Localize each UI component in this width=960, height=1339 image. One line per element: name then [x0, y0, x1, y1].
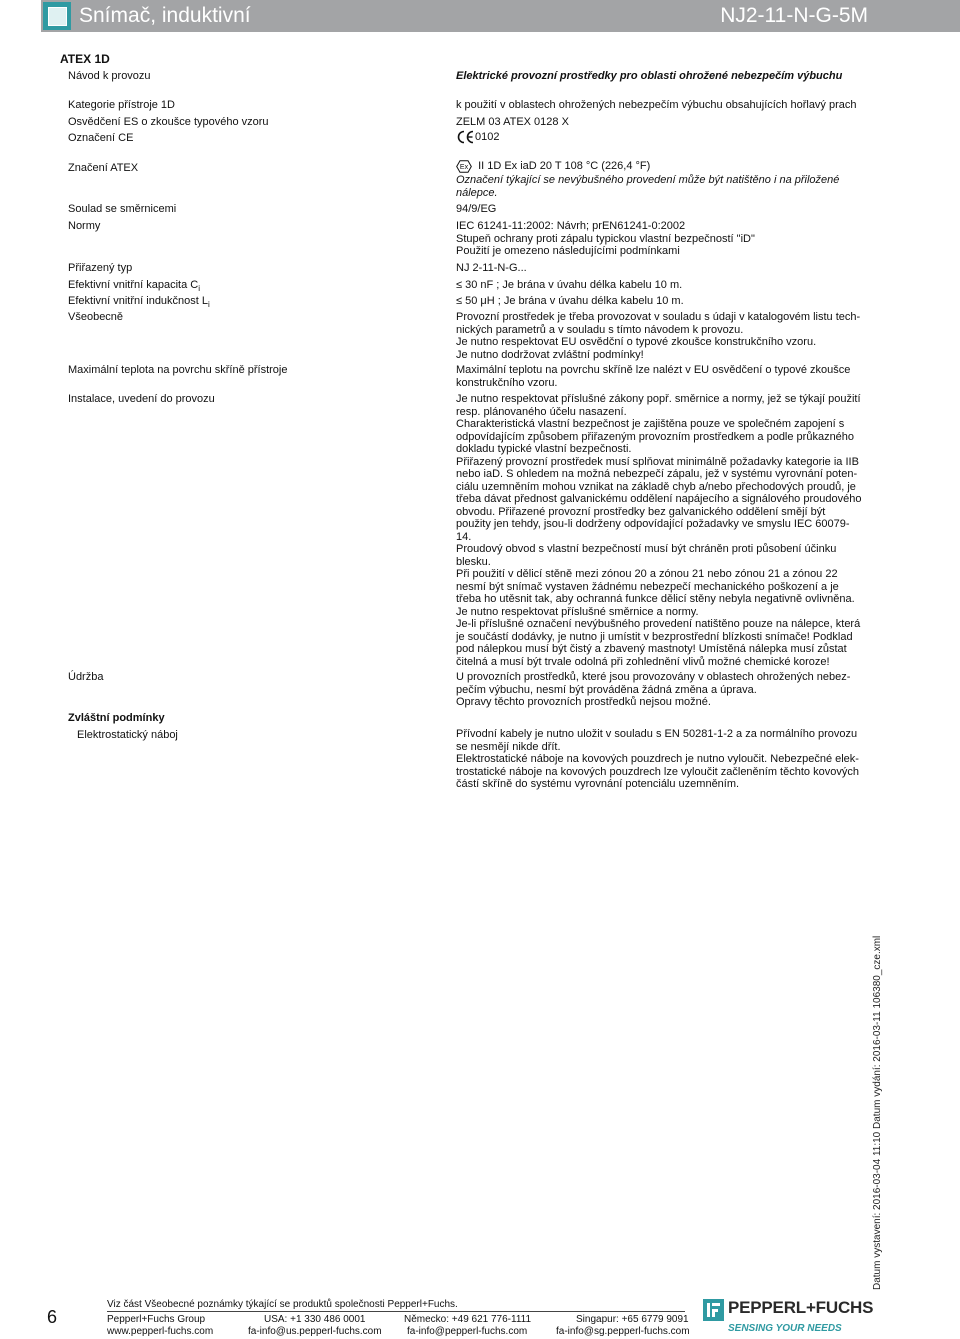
footer-contact-group: Pepperl+Fuchs Group [107, 1314, 206, 1325]
normy-line: IEC 61241-11:2002: Návrh; prEN61241-0:2002 [456, 220, 686, 232]
logo-wordmark: PEPPERL+FUCHS [728, 1298, 874, 1317]
footer-email-germany[interactable]: fa-info@pepperl-fuchs.com [407, 1326, 528, 1337]
footer-email-usa[interactable]: fa-info@us.pepperl-fuchs.com [248, 1326, 382, 1337]
ex-hexagon-icon [456, 160, 472, 173]
instalace-line: pod nálepkou musí být čistý a zbavený mastnoty! Umístěná nálepka musí zůstat [456, 643, 847, 655]
label-osvedceni: Osvědčení ES o zkoušce typového vzoru [68, 116, 269, 128]
naboj-line: Elektrostatické náboje na kovových pouzdrech je nutno vyloučit. Nebezpečné elek- [456, 753, 859, 765]
label-udrzba: Údržba [68, 671, 104, 683]
footer-contact-singapore: Singapur: +65 6779 9091 [576, 1314, 689, 1325]
value-normy [456, 220, 755, 258]
indukcnost-subscript: i [208, 300, 210, 310]
kapacita-subscript: i [198, 284, 201, 294]
label-ce: Označení CE [68, 132, 134, 144]
footer-note: Viz část Všeobecné poznámky týkající se produktů společnosti Pepperl+Fuchs. [107, 1299, 458, 1310]
label-instalace: Instalace, uvedení do provozu [68, 393, 215, 405]
instalace-line: je součástí dodávky, je nutno ji umístit v bezprostřední blízkosti snímače! Podklad [456, 630, 853, 643]
label-typ: Přiřazený typ [68, 262, 133, 274]
atex-note-line: nálepce. [456, 186, 498, 199]
value-typ: NJ 2-11-N-G... [456, 262, 527, 274]
udrzba-line: Opravy těchto provozních prostředků nejsou možné. [456, 696, 711, 708]
instalace-line: ciálu uzemněním mohou vznikat na základě chyb a/nebo přechodových proudů, je [456, 480, 856, 493]
vseobecne-line: nických parametrů a v souladu s tímto návodem k provozu. [456, 323, 744, 336]
vseobecne-line: Provozní prostředek je třeba provozovat v souladu s údaji v katalogovém listu tech- [456, 311, 861, 323]
instalace-line: nebo iaD. S ohledem na možná nebezpečí zápalu, jež v systému vyrovnání poten- [456, 468, 858, 480]
instalace-line: třeba ho utěsnit tak, aby ochranná funkce dělicí stěny nebyla negativně ovlivněna. [456, 593, 855, 605]
podminky-line: se nesmějí nikde dřít. [456, 740, 561, 753]
instalace-line: třeba dávat přednost galvanickému oddělení napájecího a signálového proudového [456, 493, 862, 505]
page-title: Snímač, induktivní [79, 4, 251, 27]
instalace-line: Charakteristická vlastní bezpečnost je zajištěna pouze ve společném zapojení s [456, 418, 845, 430]
label-atex: Značení ATEX [68, 162, 139, 174]
product-code: NJ2-11-N-G-5M [720, 4, 868, 27]
value-teplota [456, 364, 850, 389]
footer-contact-usa: USA: +1 330 486 0001 [264, 1314, 366, 1325]
instalace-line: Je-li příslušné označení nevýbušného provedení natištěno pouze na nálepce, která [456, 618, 861, 630]
normy-line: Stupeň ochrany proti zápalu typickou vlastní bezpečností "iD" [456, 232, 755, 245]
value-atex [456, 160, 650, 173]
instalace-line: dokladu typické vlastní bezpečnosti. [456, 443, 632, 455]
value-udrzba [456, 671, 850, 709]
instalace-line: Je nutno respektovat příslušné směrnice a normy. [456, 605, 699, 618]
le-symbol-icon: ≤ [456, 295, 463, 307]
podminky-line: Přívodní kabely je nutno uložit v souladu s EN 50281-1-2 a za normálního provozu [456, 728, 858, 740]
instalace-line: použity jen tehdy, jsou-li dodrženy odpovídající požadavky ve smyslu IEC 60079- [456, 518, 850, 530]
instalace-line: čitelná a musí být trvale odolná při zohlednění vlivů možné chemické koroze! [456, 655, 830, 668]
footer-divider [107, 1311, 685, 1312]
vseobecne-line: Je nutno dodržovat zvláštní podmínky! [456, 348, 644, 361]
instalace-line: Přiřazený provozní prostředek musí splňovat minimálně požadavky kategorie ia IIB [456, 455, 859, 468]
udrzba-line: U provozních prostředků, které jsou provozovány v oblastech ohrožených nebez- [456, 671, 851, 683]
header-square-icon [43, 2, 71, 30]
footer-contact-germany: Německo: +49 621 776-1111 [404, 1314, 532, 1325]
label-soulad: Soulad se směrnicemi [68, 203, 177, 215]
instalace-line: Při použití v dělicí stěně mezi zónou 20 a zónou 21 nebo zónou 21 a zónou 22 [456, 568, 838, 580]
side-issue-dates: Datum vystavení: 2016-03-04 11:10 Datum vydání: 2016-03-11 106380_cze.xml [872, 935, 883, 1290]
label-indukcnost [68, 295, 210, 312]
indukcnost-value-text: 50 μH ; Je brána v úvahu délka kabelu 10 m. [465, 295, 684, 307]
atex-marking: II 1D Ex iaD 20 T 108 °C (226,4 °F) [478, 160, 651, 173]
atex-note [456, 174, 839, 199]
instalace-line: obvodu. Přiřazené provozní prostředky bez galvanického oddělení smějí být [456, 505, 826, 518]
label-podminky: Zvláštní podmínky [68, 712, 165, 724]
svg-text:Ex: Ex [459, 164, 469, 172]
instalace-line: nesmí být snímač vystaven žádnému nebezpečí mechanického poškození a je [456, 580, 839, 593]
instalace-line: Je nutno respektovat příslušné zákony popř. směrnice a normy, jež se týkají použití [456, 393, 861, 405]
label-teplota: Maximální teplota na povrchu skříně přístroje [68, 364, 288, 376]
instalace-line: 14. [456, 530, 472, 543]
label-navod: Návod k provozu [68, 70, 151, 82]
value-instalace [456, 393, 861, 668]
vseobecne-line: Je nutno respektovat EU osvědční o typové zkoušce konstrukčního vzoru. [456, 336, 817, 348]
naboj-line: částí skříně do systému vyrovnání potenciálu uzemněním. [456, 778, 740, 790]
label-normy: Normy [68, 220, 101, 232]
value-kategorie: k použití v oblastech ohrožených nebezpečím výbuchu obsahujících hořlavý prach [456, 99, 857, 111]
label-kategorie: Kategorie přístroje 1D [68, 99, 175, 111]
ce-number: 0102 [475, 130, 500, 143]
le-symbol-icon: ≤ [456, 279, 463, 291]
instalace-line: odpovídajícím způsobem přiřazeným provozním prostředkem a podle průkazného [456, 430, 855, 443]
udrzba-line: pečím výbuchu, nesmí být prováděna žádná změna a úprava. [456, 683, 757, 696]
logo-slogan: SENSING YOUR NEEDS [728, 1323, 842, 1334]
teplota-line: konstrukčního vzoru. [456, 376, 558, 389]
value-kapacita [456, 279, 682, 292]
label-vseobecne: Všeobecně [68, 311, 124, 323]
footer-email-singapore[interactable]: fa-info@sg.pepperl-fuchs.com [556, 1326, 690, 1337]
section-title: ATEX 1D [60, 52, 110, 66]
atex-note-line: Označení týkající se nevýbušného provedení může být natištěno i na přiložené [456, 174, 840, 186]
instalace-line: resp. plánovaného účelu nasazení. [456, 405, 627, 418]
value-osvedceni: ZELM 03 ATEX 0128 X [456, 116, 569, 128]
label-naboj: Elektrostatický náboj [77, 729, 178, 741]
footer-web-link[interactable]: www.pepperl-fuchs.com [107, 1326, 214, 1337]
naboj-line: trostatické náboje na kovových pouzdrech lze vyloučit začleněním těchto kovových [456, 765, 859, 778]
value-podminky [456, 728, 857, 753]
value-soulad: 94/9/EG [456, 203, 497, 215]
normy-line: Použití je omezeno následujícími podmínkami [456, 245, 680, 257]
pf-logo-icon [703, 1299, 724, 1321]
value-navod: Elektrické provozní prostředky pro oblasti ohrožené nebezpečím výbuchu [456, 70, 843, 82]
value-indukcnost [456, 295, 684, 308]
indukcnost-label-text: Efektivní vnitřní indukčnost L [68, 295, 209, 307]
instalace-line: blesku. [456, 555, 491, 568]
value-ce [456, 130, 499, 144]
kapacita-label-text: Efektivní vnitřní kapacita C [68, 279, 199, 291]
teplota-line: Maximální teplotu na povrchu skříně lze nalézt v EU osvědčení o typové zkoušce [456, 364, 851, 376]
instalace-line: Proudový obvod s vlastní bezpečností musí být chráněn proti působení účinku [456, 543, 837, 555]
value-vseobecne [456, 311, 860, 361]
header-bar [41, 0, 960, 32]
page-number: 6 [47, 1307, 58, 1327]
ce-mark-icon [456, 130, 475, 144]
kapacita-value-text: 30 nF ; Je brána v úvahu délka kabelu 10 m. [465, 279, 683, 291]
value-naboj [456, 753, 859, 791]
label-kapacita [68, 279, 200, 296]
pepperl-fuchs-logo [703, 1298, 885, 1338]
